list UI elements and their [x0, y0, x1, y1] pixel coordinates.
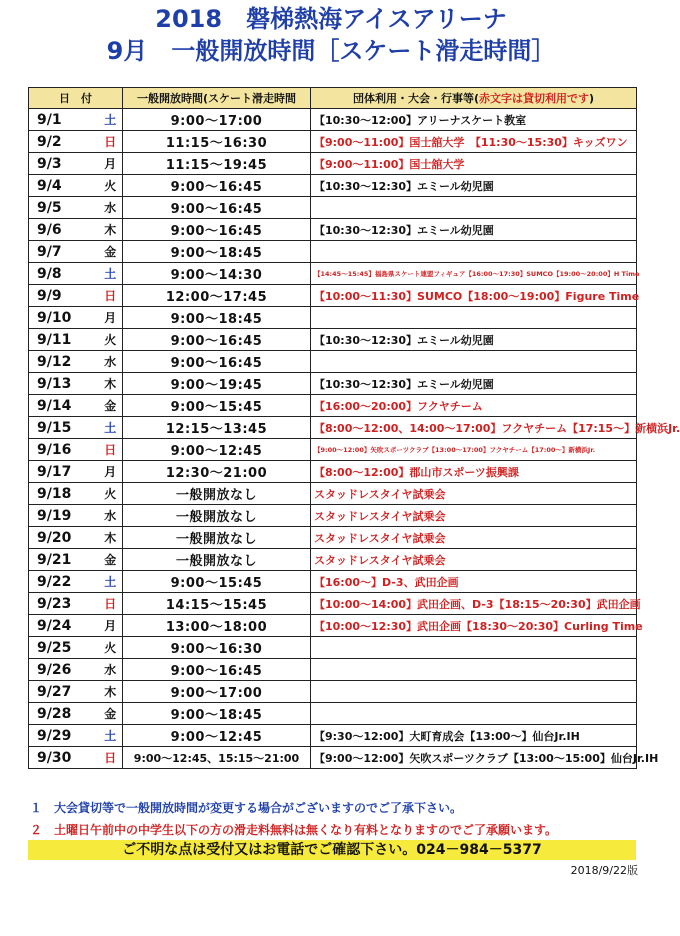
row-open-hours: 9:00～16:45	[123, 329, 311, 351]
version-label: 2018/9/22版	[570, 864, 638, 877]
row-open-hours: 9:00～14:30	[123, 263, 311, 285]
table-row	[29, 637, 637, 659]
row-weekday: 金	[99, 241, 123, 263]
row-weekday: 日	[99, 285, 123, 307]
row-open-hours: 9:00～18:45	[123, 307, 311, 329]
row-open-hours: 9:00～15:45	[123, 395, 311, 417]
row-date: 9/1	[29, 109, 99, 131]
row-date: 9/12	[29, 351, 99, 373]
row-weekday: 木	[99, 681, 123, 703]
table-row	[29, 747, 637, 769]
row-events: 【10:00～11:30】SUMCO【18:00～19:00】Figure Time	[311, 285, 637, 307]
row-weekday: 金	[99, 703, 123, 725]
row-open-hours: 9:00～12:45	[123, 439, 311, 461]
row-events: 【10:30～12:30】エミール幼児園	[311, 175, 637, 197]
row-date: 9/28	[29, 703, 99, 725]
row-weekday: 日	[99, 593, 123, 615]
page-subtitle: 9月 一般開放時間［スケート滑走時間］	[106, 37, 556, 65]
row-events: 【9:00～12:00】矢吹スポーツクラブ【13:00～17:00】フクヤチーム【17:00～】新横浜Jr.	[311, 439, 637, 461]
table-row	[29, 219, 637, 241]
row-weekday: 木	[99, 527, 123, 549]
row-date: 9/4	[29, 175, 99, 197]
row-events: スタッドレスタイヤ試乗会	[311, 505, 637, 527]
row-date: 9/18	[29, 483, 99, 505]
row-date: 9/29	[29, 725, 99, 747]
row-open-hours: 一般開放なし	[123, 549, 311, 571]
row-events: 【16:00～】D-3、武田企画	[311, 571, 637, 593]
row-events	[311, 307, 637, 329]
row-open-hours: 9:00～16:45	[123, 659, 311, 681]
row-events: 【9:00～11:00】国士舘大学	[311, 153, 637, 175]
row-open-hours: 12:30～21:00	[123, 461, 311, 483]
note-1: １ 大会貸切等で一般開放時間が変更する場合がございますのでご了承下さい。	[30, 801, 463, 815]
row-events	[311, 659, 637, 681]
row-weekday: 土	[99, 417, 123, 439]
row-date: 9/24	[29, 615, 99, 637]
row-events	[311, 637, 637, 659]
row-date: 9/6	[29, 219, 99, 241]
row-open-hours: 9:00～16:30	[123, 637, 311, 659]
row-date: 9/21	[29, 549, 99, 571]
schedule-table	[28, 87, 680, 769]
row-weekday: 木	[99, 373, 123, 395]
table-row	[29, 329, 637, 351]
table-row	[29, 593, 637, 615]
table-row	[29, 483, 637, 505]
header-events-red: 赤文字は貸切利用です	[479, 92, 589, 105]
row-open-hours: 9:00～16:45	[123, 175, 311, 197]
row-events: 【10:00～14:00】武田企画、D-3【18:15～20:30】武田企画	[311, 593, 637, 615]
row-events: 【10:00～12:30】武田企画【18:30～20:30】Curling Time	[311, 615, 637, 637]
row-weekday: 火	[99, 483, 123, 505]
row-open-hours: 9:00～19:45	[123, 373, 311, 395]
row-date: 9/22	[29, 571, 99, 593]
header-events	[311, 88, 637, 109]
row-weekday: 土	[99, 109, 123, 131]
row-date: 9/15	[29, 417, 99, 439]
table-row	[29, 681, 637, 703]
row-events: 【14:45～15:45】福島県スケート連盟フィギュア【16:00～17:30】SUMCO【19:00～20:00】H Time	[311, 263, 637, 285]
row-weekday: 水	[99, 659, 123, 681]
row-date: 9/5	[29, 197, 99, 219]
table-row	[29, 307, 637, 329]
table-row	[29, 131, 637, 153]
row-events: 【10:30～12:30】エミール幼児園	[311, 219, 637, 241]
table-row	[29, 109, 637, 131]
table-row	[29, 505, 637, 527]
table-row	[29, 703, 637, 725]
header-date: 日 付	[29, 88, 123, 109]
row-date: 9/7	[29, 241, 99, 263]
row-events: 【10:30～12:30】エミール幼児園	[311, 373, 637, 395]
table-row	[29, 571, 637, 593]
table-row	[29, 241, 637, 263]
row-date: 9/30	[29, 747, 99, 769]
table-row	[29, 615, 637, 637]
row-date: 9/26	[29, 659, 99, 681]
row-date: 9/20	[29, 527, 99, 549]
row-events: 【16:00～20:00】フクヤチーム	[311, 395, 637, 417]
row-date: 9/27	[29, 681, 99, 703]
row-open-hours: 一般開放なし	[123, 527, 311, 549]
table-row	[29, 263, 637, 285]
table-row	[29, 373, 637, 395]
row-weekday: 金	[99, 395, 123, 417]
row-weekday: 水	[99, 197, 123, 219]
row-events	[311, 197, 637, 219]
row-open-hours: 一般開放なし	[123, 505, 311, 527]
note-2: ２ 土曜日午前中の中学生以下の方の滑走料無料は無くなり有料となりますのでご了承願います。	[30, 823, 558, 837]
row-open-hours: 11:15～16:30	[123, 131, 311, 153]
header-events-prefix: 団体利用・大会・行事等(	[352, 92, 479, 105]
table-row	[29, 549, 637, 571]
row-weekday: 土	[99, 571, 123, 593]
row-date: 9/25	[29, 637, 99, 659]
contact-bar: ご不明な点は受付又はお電話でご確認下さい。024－984－5377	[28, 840, 636, 860]
row-events: 【10:30～12:00】アリーナスケート教室	[311, 109, 637, 131]
row-events: スタッドレスタイヤ試乗会	[311, 549, 637, 571]
row-weekday: 日	[99, 747, 123, 769]
table-row	[29, 285, 637, 307]
row-open-hours: 9:00～16:45	[123, 197, 311, 219]
row-date: 9/2	[29, 131, 99, 153]
row-open-hours: 9:00～15:45	[123, 571, 311, 593]
row-weekday: 火	[99, 175, 123, 197]
header-events-suffix: )	[589, 92, 595, 105]
row-events: スタッドレスタイヤ試乗会	[311, 527, 637, 549]
row-weekday: 日	[99, 439, 123, 461]
row-open-hours: 11:15～19:45	[123, 153, 311, 175]
row-date: 9/14	[29, 395, 99, 417]
row-events: 【9:30～12:00】大町育成会【13:00～】仙台Jr.IH	[311, 725, 637, 747]
row-open-hours: 9:00～16:45	[123, 219, 311, 241]
row-date: 9/8	[29, 263, 99, 285]
row-open-hours: 9:00～18:45	[123, 241, 311, 263]
row-weekday: 火	[99, 329, 123, 351]
row-weekday: 水	[99, 505, 123, 527]
row-open-hours: 13:00～18:00	[123, 615, 311, 637]
row-open-hours: 9:00～16:45	[123, 351, 311, 373]
row-weekday: 月	[99, 615, 123, 637]
row-date: 9/23	[29, 593, 99, 615]
table-row	[29, 153, 637, 175]
row-open-hours: 9:00～18:45	[123, 703, 311, 725]
row-events	[311, 681, 637, 703]
table-row	[29, 461, 637, 483]
row-open-hours: 9:00～17:00	[123, 681, 311, 703]
row-date: 9/19	[29, 505, 99, 527]
row-weekday: 日	[99, 131, 123, 153]
row-date: 9/17	[29, 461, 99, 483]
row-open-hours: 9:00～12:45	[123, 725, 311, 747]
row-events: 【9:00～12:00】矢吹スポーツクラブ【13:00～15:00】仙台Jr.IH	[311, 747, 637, 769]
table-row	[29, 439, 637, 461]
row-events	[311, 351, 637, 373]
row-date: 9/11	[29, 329, 99, 351]
table-row	[29, 725, 637, 747]
row-open-hours: 12:00～17:45	[123, 285, 311, 307]
table-header-row	[29, 88, 637, 109]
page-title: 2018 磐梯熱海アイスアリーナ	[155, 5, 507, 33]
row-weekday: 金	[99, 549, 123, 571]
row-weekday: 火	[99, 637, 123, 659]
row-events: 【9:00～11:00】国士舘大学 【11:30～15:30】キッズワン	[311, 131, 637, 153]
row-open-hours: 一般開放なし	[123, 483, 311, 505]
table-row	[29, 659, 637, 681]
header-hours: 一般開放時間(スケート滑走時間	[123, 88, 311, 109]
table-row	[29, 417, 637, 439]
row-weekday: 木	[99, 219, 123, 241]
row-events	[311, 241, 637, 263]
row-weekday: 月	[99, 307, 123, 329]
table-row	[29, 351, 637, 373]
row-open-hours: 9:00～17:00	[123, 109, 311, 131]
row-weekday: 土	[99, 725, 123, 747]
table-row	[29, 197, 637, 219]
table-row	[29, 395, 637, 417]
row-events: スタッドレスタイヤ試乗会	[311, 483, 637, 505]
row-weekday: 土	[99, 263, 123, 285]
row-open-hours: 9:00～12:45、15:15～21:00	[123, 747, 311, 769]
row-date: 9/9	[29, 285, 99, 307]
row-weekday: 月	[99, 153, 123, 175]
row-events: 【10:30～12:30】エミール幼児園	[311, 329, 637, 351]
row-open-hours: 12:15～13:45	[123, 417, 311, 439]
row-date: 9/13	[29, 373, 99, 395]
table-row	[29, 527, 637, 549]
table-row	[29, 175, 637, 197]
row-events	[311, 703, 637, 725]
row-weekday: 月	[99, 461, 123, 483]
row-events: 【8:00～12:00、14:00～17:00】フクヤチーム【17:15～】新横浜Jr.	[311, 417, 637, 439]
row-date: 9/10	[29, 307, 99, 329]
row-events: 【8:00～12:00】郡山市スポーツ振興課	[311, 461, 637, 483]
row-date: 9/16	[29, 439, 99, 461]
row-date: 9/3	[29, 153, 99, 175]
row-open-hours: 14:15～15:45	[123, 593, 311, 615]
row-weekday: 水	[99, 351, 123, 373]
